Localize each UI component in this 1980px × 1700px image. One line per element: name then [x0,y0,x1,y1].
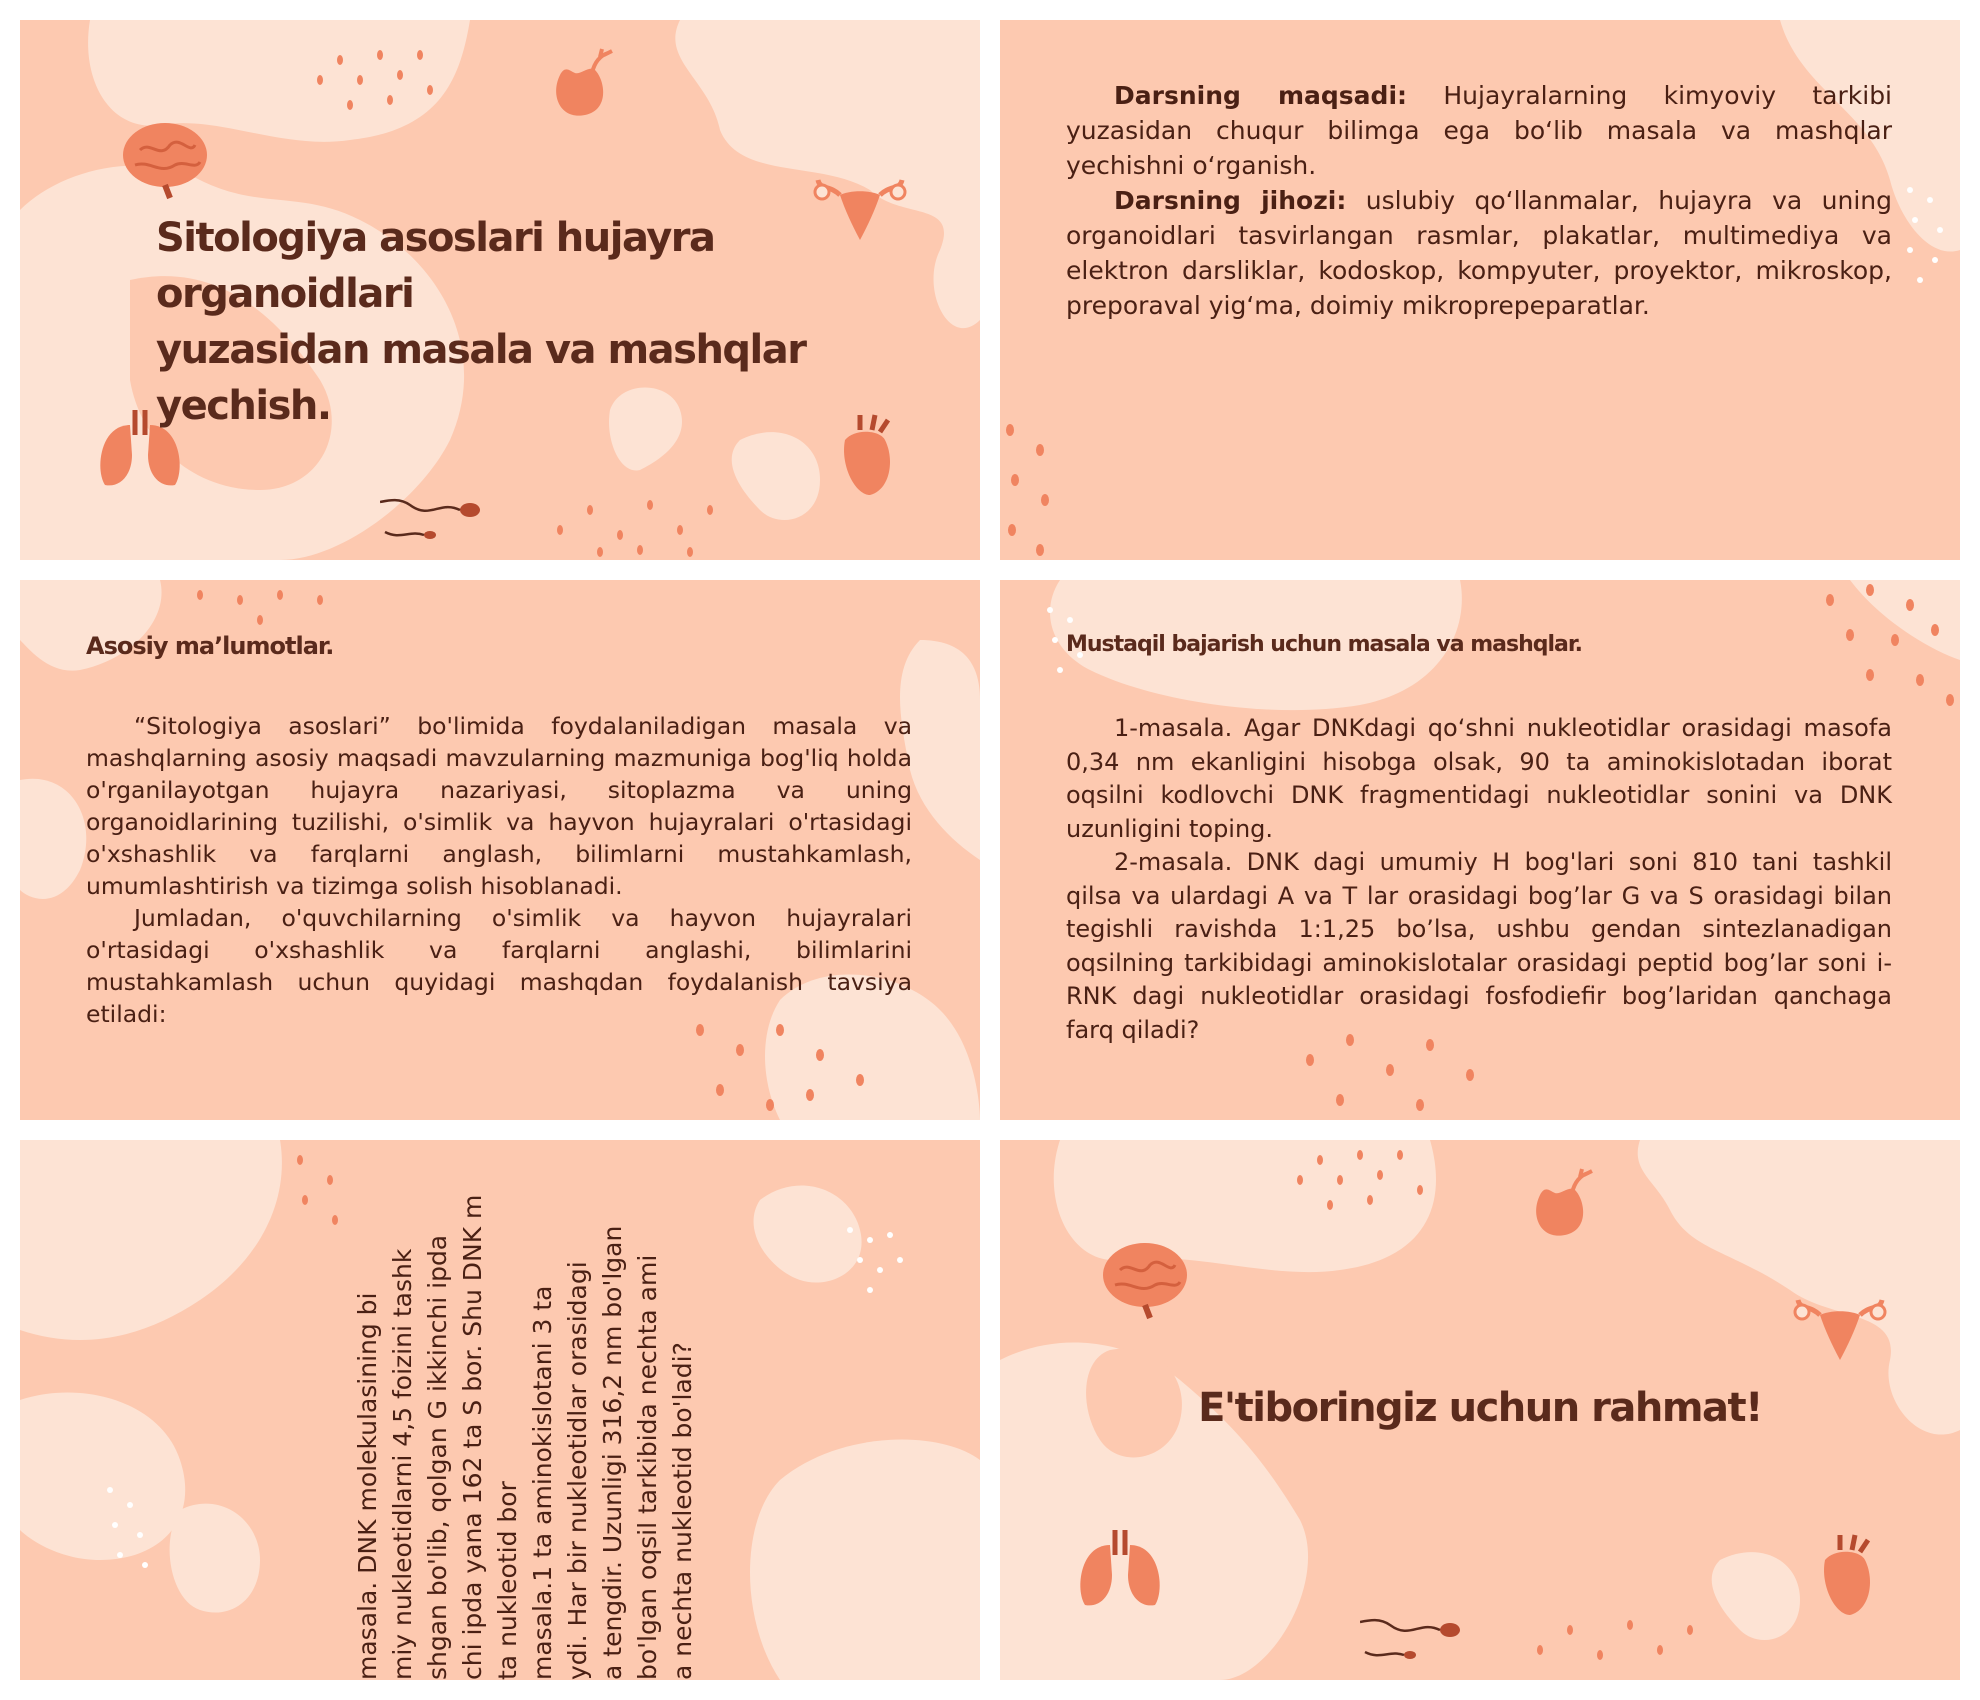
lungs-icon [1070,1520,1170,1610]
text-line: shgan bo'lib, qolgan G ikkinchi ipda [423,1234,452,1680]
dots-decoration [1000,410,1070,560]
text-line: miy nukleotidlarni 4,5 foizini tashk [388,1248,417,1680]
sperm-icon [380,480,500,550]
main-info-text [86,710,912,1030]
objectives-text [1066,78,1892,323]
paragraph: “Sitologiya asoslari” bo'limida foydalaniladigan masala va mashqlarning asosiy maqsadi mavzularning mazmuniga bog'liq holda o'rganilayotgan hujayra nazariyasi, sitoplazma va uning organoidlarining tuzilishi, o'simlik va hayvon hujayralari o'rtasidagi o'xshashlik va farqlarni anglash, bilimlarni mustahkamlash, umumlashtirish va tizimga solish hisoblanadi. [86,712,912,900]
slide-title [20,20,980,560]
sperm-icon [1360,1600,1480,1670]
heart-icon [1810,1530,1880,1620]
paragraph: Jumladan, o'quvchilarning o'simlik va hayvon hujayralari o'rtasidagi o'xshashlik va farqlarni anglashi, bilimlarini mustahkamlash uchun quyidagi mashqdan foydalanish tavsiya etiladi: [86,904,912,1028]
exercise-1: 1-masala. Agar DNKdagi qo‘shni nukleotidlar orasidagi masofa 0,34 nm ekanligini hisobga olsak, 90 ta aminokislotadan iborat oqsilni kodlovchi DNK fragmentidagi nukleotidlar sonini va DNK uzunligini toping. [1066,714,1892,843]
slide-main-info [20,580,980,1120]
slide-exercises [1000,580,1960,1120]
text-line: ta nukleotid bor [493,1481,522,1680]
purpose-label: Darsning maqsadi: [1114,81,1408,110]
dots-decoration [300,40,460,120]
exercises-text [1066,712,1892,1047]
dots-decoration [100,1480,180,1580]
paragraph [1066,183,1892,323]
slide-heading: Mustaqil bajarish uchun masala va mashqlar. [1066,632,1582,657]
dots-decoration [840,1220,920,1300]
text-line: masala. DNK molekulasining bi [353,1292,382,1680]
text-line: a tengdir. Uzunligi 316,2 nm bo'lgan [598,1225,627,1680]
stomach-icon [540,45,620,125]
title-line: Sitologiya asoslari hujayra organoidlari [156,215,715,317]
text-line: ydi. Har bir nukleotidlar orasidagi [563,1261,592,1680]
text-line: bo'lgan oqsil tarkibida nechta ami [633,1254,662,1680]
dots-decoration [1280,1140,1460,1220]
dots-decoration [540,480,740,560]
uterus-icon [1790,1290,1890,1370]
dots-decoration [280,1140,360,1240]
slide-objectives [1000,20,1960,560]
dots-decoration [180,580,340,630]
presentation-title [156,210,980,434]
slide-rotated-exercises [20,1140,980,1680]
dots-decoration [1520,1600,1720,1680]
brain-icon [1100,1240,1190,1320]
equipment-label: Darsning jihozi: [1114,186,1347,215]
exercise-2: 2-masala. DNK dagi umumiy H bog'lari soni 810 tani tashkil qilsa va ulardagi A va T lar orasidagi bog’lar G va S orasidagi bilan tegishli ravishda 1:1,25 bo’lsa, ushbu gendan sintezlanadigan oqsilning tarkibidagi aminokislotalar orasidagi peptid bog’lar soni i-RNK dagi nukleotidlar orasidagi fosfodiefir bog’laridan qanchaga farq qiladi? [1066,848,1892,1044]
text-line: masala.1 ta aminokislotani 3 ta [528,1285,557,1680]
title-line: yuzasidan masala va mashqlar yechish. [156,327,806,429]
dots-decoration [1810,580,1960,710]
paragraph [1066,78,1892,183]
purpose-text: Hujayralarning kimyoviy tarkibi yuzasidan chuqur bilimga ega bo‘lib masala va mashqlar yechishni o‘rganish. [1066,81,1893,180]
slide-heading: Asosiy ma’lumotlar. [86,632,334,660]
slide-thanks [1000,1140,1960,1680]
thanks-title: E'tiboringiz uchun rahmat! [1198,1385,1762,1431]
equipment-text: uslubiy qo‘llanmalar, hujayra va uning organoidlari tasvirlangan rasmlar, plakatlar, multimediya va elektron darsliklar, kodoskop, kompyuter, proyektor, mikroskop, preporaval yig‘ma, doimiy mikroprepeparatlar. [1066,186,1892,320]
stomach-icon [1520,1165,1600,1245]
text-line: chi ipda yana 162 ta S bor. Shu DNK m [458,1194,487,1680]
dots-decoration [1900,180,1960,290]
rotated-exercise-text [350,1140,700,1680]
brain-icon [120,120,210,200]
text-line: a nechta nukleotid bo'ladi? [668,1342,697,1680]
